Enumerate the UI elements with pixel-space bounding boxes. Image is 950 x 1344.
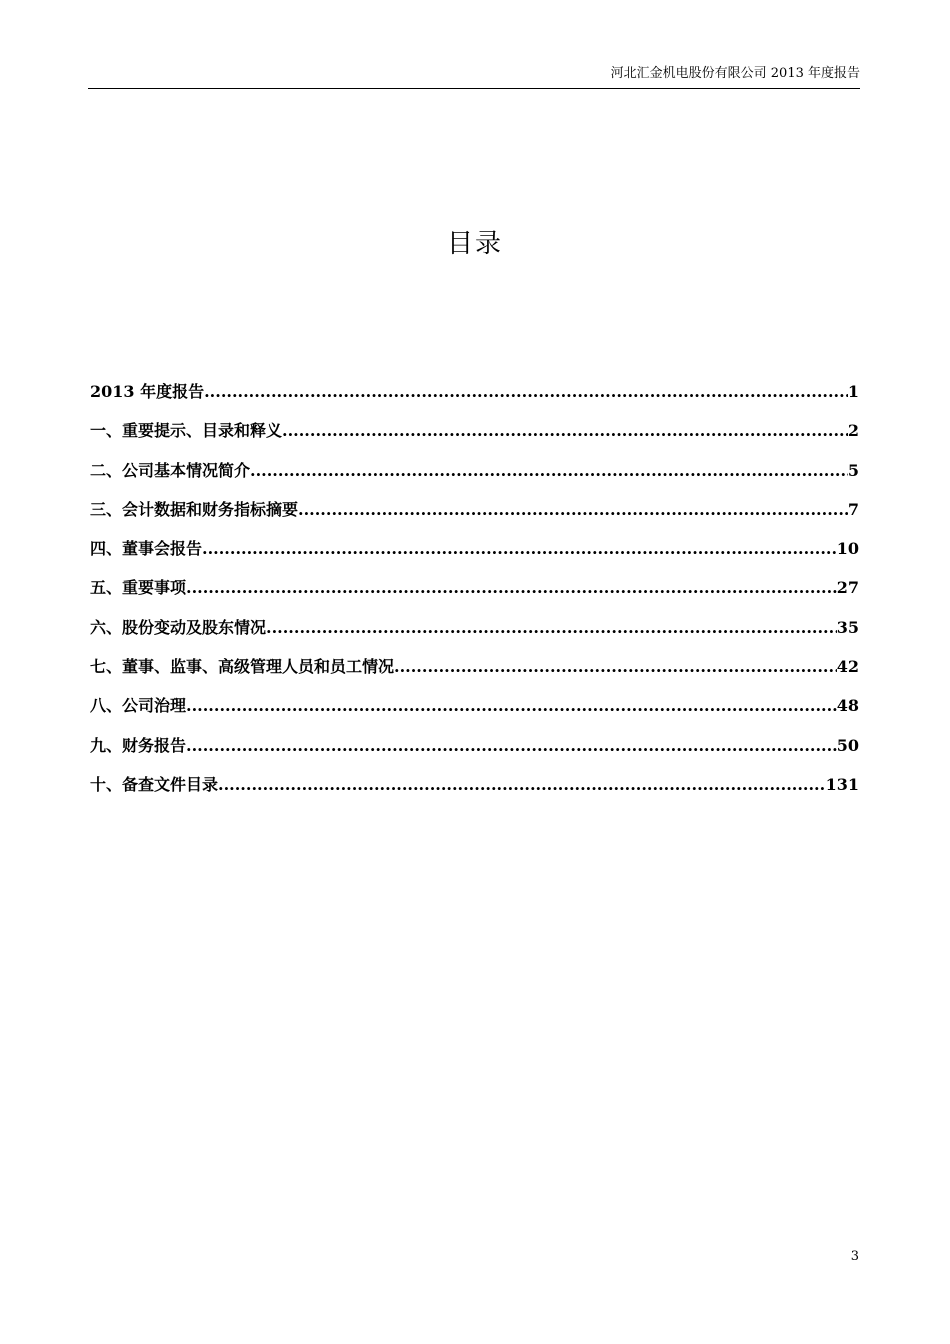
table-of-contents	[90, 380, 859, 812]
toc-entry[interactable]	[90, 419, 859, 458]
toc-entry-label: 十、备查文件目录	[90, 774, 219, 794]
toc-entry[interactable]	[90, 694, 859, 733]
toc-entry[interactable]	[90, 616, 859, 655]
toc-dot-leader	[250, 459, 848, 483]
header-rule	[88, 88, 860, 89]
running-header: 河北汇金机电股份有限公司 2013 年度报告	[610, 66, 860, 81]
toc-dot-leader	[186, 576, 837, 600]
toc-entry-page: 5	[847, 460, 859, 480]
toc-entry-label: 九、财务报告	[90, 735, 187, 755]
toc-entry[interactable]	[90, 773, 859, 812]
toc-entry[interactable]	[90, 498, 859, 537]
toc-entry-label: 七、董事、监事、高级管理人员和员工情况	[90, 657, 395, 677]
toc-dot-leader	[186, 694, 837, 718]
toc-entry-page: 35	[836, 617, 859, 637]
toc-dot-leader	[186, 734, 837, 758]
toc-title: 目录	[446, 229, 503, 259]
toc-entry-page: 42	[836, 657, 859, 677]
toc-entry-page: 2	[847, 421, 859, 441]
page-number: 3	[850, 1249, 859, 1264]
toc-entry-page: 48	[836, 696, 859, 716]
toc-entry-label: 八、公司治理	[90, 696, 187, 716]
toc-entry-label: 一、重要提示、目录和释义	[90, 421, 283, 441]
toc-dot-leader	[394, 655, 837, 679]
toc-entry[interactable]	[90, 655, 859, 694]
toc-entry-page: 27	[836, 578, 859, 598]
toc-entry[interactable]	[90, 576, 859, 615]
toc-entry-page: 1	[847, 382, 859, 401]
toc-entry[interactable]	[90, 537, 859, 576]
toc-dot-leader	[204, 380, 848, 404]
toc-entry-page: 50	[836, 735, 859, 755]
toc-dot-leader	[218, 773, 826, 797]
toc-entry-label: 三、会计数据和财务指标摘要	[90, 499, 299, 519]
toc-dot-leader	[202, 537, 837, 561]
toc-entry[interactable]	[90, 459, 859, 498]
toc-entry-page: 7	[847, 499, 859, 519]
toc-entry[interactable]	[90, 734, 859, 773]
toc-entry-label: 六、股份变动及股东情况	[90, 617, 267, 637]
toc-entry-page: 10	[836, 539, 859, 559]
toc-entry-label: 五、重要事项	[90, 578, 187, 598]
toc-entry-page: 131	[825, 774, 859, 794]
toc-entry-label: 二、公司基本情况简介	[90, 460, 251, 480]
toc-dot-leader	[266, 616, 837, 640]
toc-dot-leader	[298, 498, 848, 522]
toc-entry[interactable]	[90, 380, 859, 419]
toc-entry-label: 四、董事会报告	[90, 539, 203, 559]
toc-dot-leader	[282, 419, 848, 443]
toc-entry-label: 2013 年度报告	[90, 382, 205, 401]
